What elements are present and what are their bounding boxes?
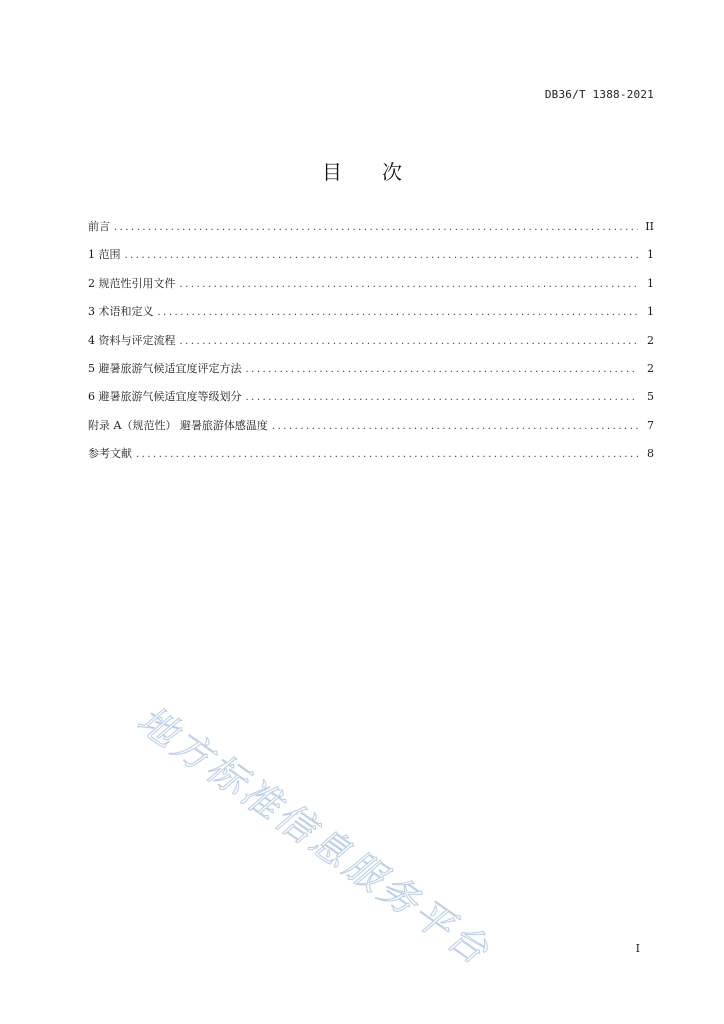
toc-entry-data-process[interactable] — [88, 332, 654, 360]
toc-leader-dots — [246, 392, 639, 403]
toc-title-char-2: 次 — [382, 160, 402, 184]
toc-leader-dots — [136, 449, 638, 460]
toc-entry-page: 1 — [647, 305, 654, 319]
toc-entry-label: 附录 A（规范性） 避暑旅游体感温度 — [88, 418, 268, 432]
toc-entry-page: 2 — [647, 333, 654, 347]
toc-entry-label: 4 资料与评定流程 — [88, 333, 176, 347]
toc-entry-label: 2 规范性引用文件 — [88, 276, 176, 290]
toc-entry-label: 参考文献 — [88, 447, 132, 461]
toc-entry-page: II — [645, 220, 654, 233]
toc-entry-grade-classification[interactable] — [88, 388, 654, 416]
toc-title-char-1: 目 — [322, 160, 342, 184]
toc-entry-page: 7 — [647, 418, 654, 432]
document-code: DB36/T 1388-2021 — [544, 88, 654, 101]
toc-entry-label: 3 术语和定义 — [88, 305, 154, 319]
toc-entry-normative-references[interactable] — [88, 275, 654, 303]
toc-entry-scope[interactable] — [88, 246, 654, 274]
toc-entry-appendix-a[interactable] — [88, 417, 654, 445]
toc-leader-dots — [246, 364, 639, 375]
toc-entry-assessment-method[interactable] — [88, 360, 654, 388]
toc-entry-terms-definitions[interactable] — [88, 303, 654, 331]
toc-entry-label: 6 避暑旅游气候适宜度等级划分 — [88, 390, 242, 404]
toc-leader-dots — [180, 279, 639, 290]
watermark: 地方标准信息服务平台 — [129, 697, 499, 975]
toc-entry-label: 1 范围 — [88, 248, 121, 262]
toc-list — [88, 218, 654, 474]
toc-entry-page: 8 — [647, 447, 654, 461]
toc-entry-page: 1 — [647, 248, 654, 262]
toc-leader-dots — [125, 250, 639, 261]
toc-leader-dots — [180, 336, 639, 347]
toc-entry-bibliography[interactable] — [88, 445, 654, 473]
toc-entry-label: 前言 — [88, 220, 110, 233]
toc-entry-foreword[interactable] — [88, 218, 654, 246]
toc-title — [0, 156, 724, 185]
toc-entry-label: 5 避暑旅游气候适宜度评定方法 — [88, 361, 242, 375]
toc-leader-dots — [272, 421, 638, 432]
toc-entry-page: 5 — [647, 390, 654, 404]
toc-leader-dots — [158, 307, 639, 318]
toc-leader-dots — [114, 222, 638, 233]
toc-entry-page: 1 — [647, 276, 654, 290]
toc-entry-page: 2 — [647, 361, 654, 375]
page-number: I — [635, 942, 640, 955]
